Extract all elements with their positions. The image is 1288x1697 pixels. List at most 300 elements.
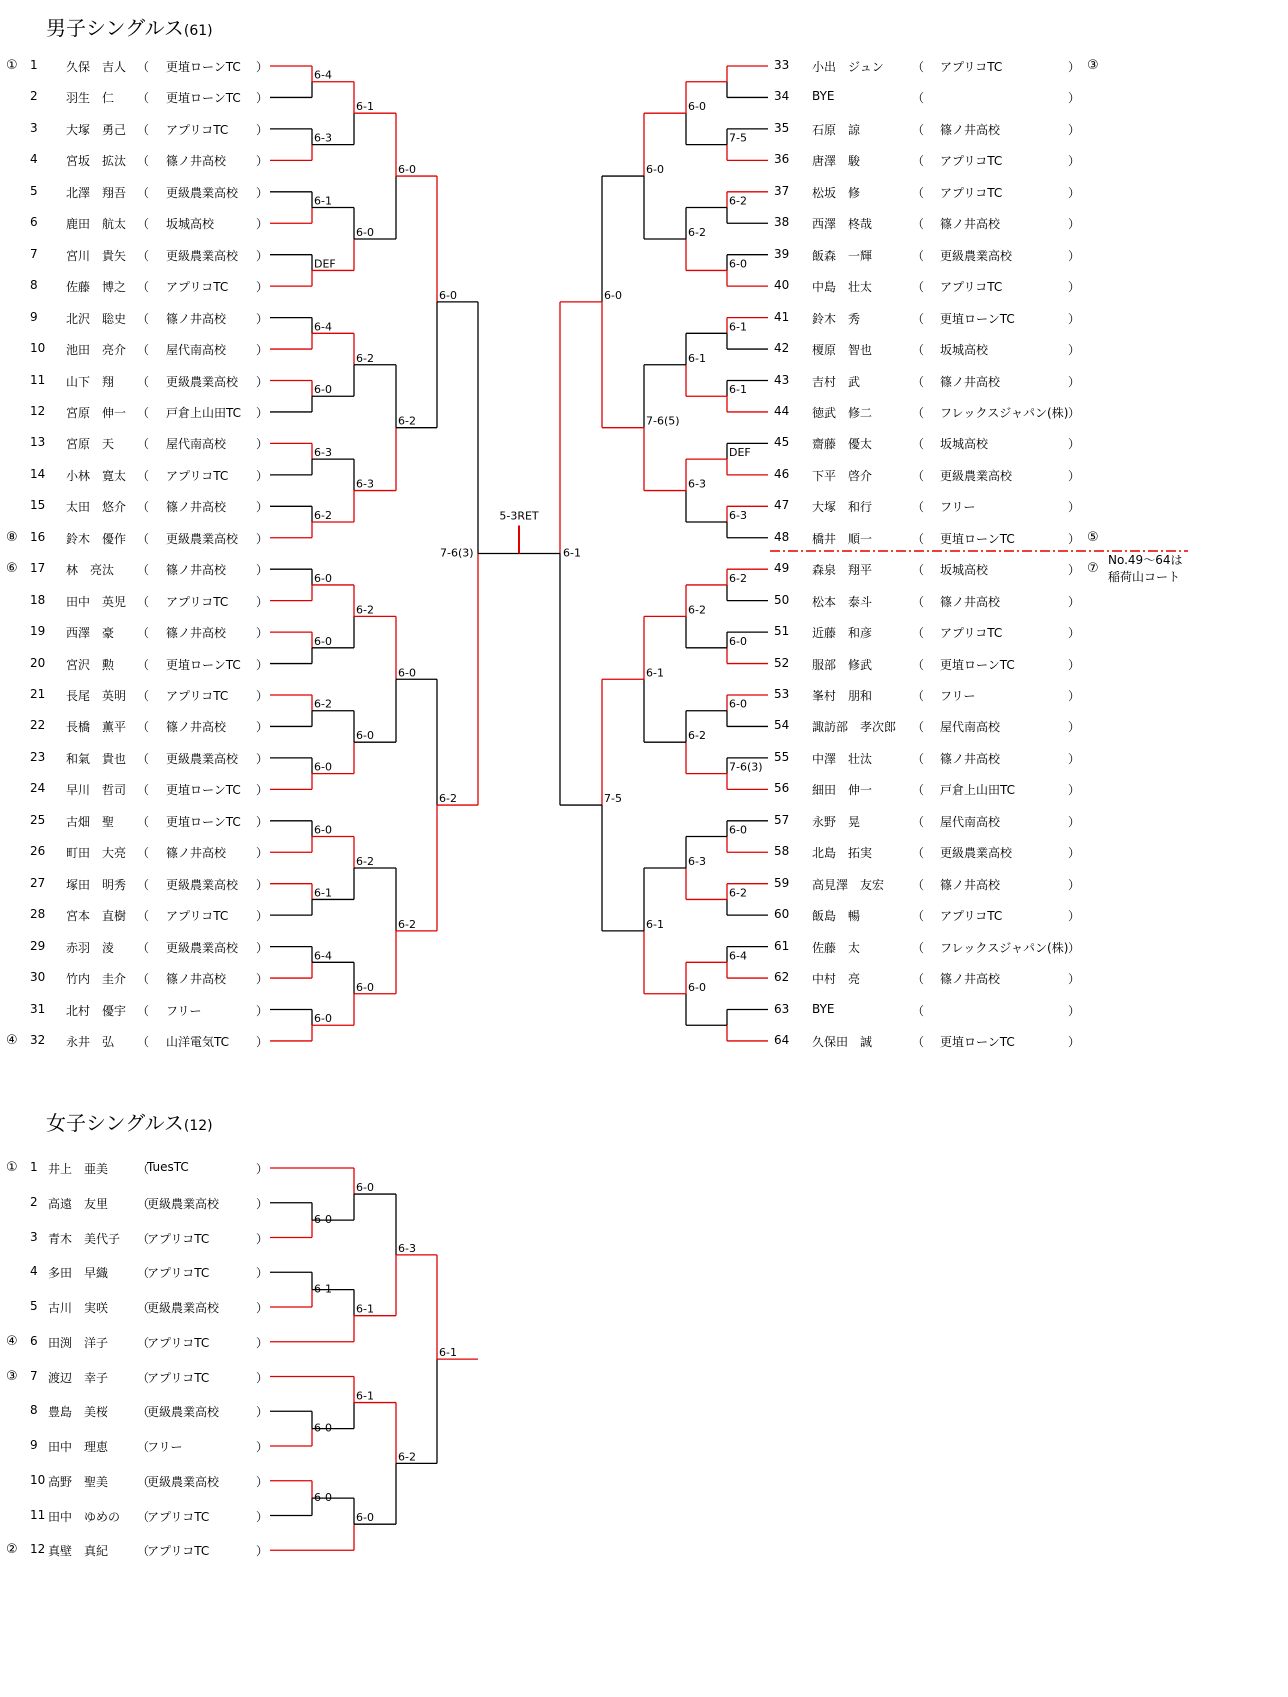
player-name: 宮原 天 — [66, 437, 115, 452]
entry-number: 7 — [30, 1368, 38, 1383]
paren-open: （ — [137, 1301, 150, 1315]
club-name: 篠ノ井高校 — [166, 720, 227, 735]
player-name: 峯村 朋和 — [812, 689, 873, 703]
paren-close: ） — [256, 626, 269, 641]
match-score: 7-5 — [729, 131, 747, 145]
player-name: 高野 聖美 — [48, 1474, 109, 1489]
paren-open: （ — [912, 374, 925, 389]
player-name: 飯島 暢 — [812, 909, 861, 924]
player-name: 林 亮汰 — [66, 563, 115, 578]
paren-close: ） — [256, 217, 269, 232]
paren-open: （ — [137, 1231, 150, 1246]
paren-close: ） — [256, 1440, 269, 1454]
entry-number: 2 — [30, 1194, 38, 1209]
entry-number: 40 — [774, 278, 790, 293]
entry-number: 18 — [30, 592, 46, 607]
match-score: 6-3 — [688, 854, 706, 868]
player-name: 赤羽 淩 — [66, 940, 115, 955]
entry-number: 3 — [30, 1229, 38, 1244]
club-name: アプリコTC — [147, 1509, 210, 1524]
paren-open: （ — [137, 60, 150, 74]
club-name: 更級農業高校 — [147, 1301, 220, 1315]
entry-number: 30 — [30, 970, 46, 985]
paren-open: （ — [137, 751, 150, 766]
player-name: 榎原 智也 — [812, 343, 873, 358]
player-name: 古畑 聖 — [66, 814, 115, 829]
seed-mark: ③ — [6, 1368, 18, 1384]
player-name: 鈴木 秀 — [812, 311, 861, 326]
entry-number: 15 — [30, 498, 46, 513]
player-name: 町田 大亮 — [66, 846, 127, 861]
club-name: アプリコTC — [166, 594, 229, 609]
match-score: 6-0 — [729, 823, 747, 837]
player-name: 大塚 勇己 — [66, 122, 127, 137]
club-name: TuesTC — [147, 1160, 189, 1174]
paren-close: ） — [256, 60, 269, 74]
entry-number: 1 — [30, 58, 38, 72]
entry-number: 32 — [30, 1032, 46, 1047]
match-score: 6-1 — [646, 917, 664, 931]
paren-open: （ — [912, 783, 925, 798]
entry-number: 38 — [774, 215, 790, 230]
match-score: 6-1 — [646, 666, 664, 680]
match-score: 7-5 — [604, 792, 622, 806]
club-name: フレックスジャパン(株) — [940, 940, 1069, 955]
club-name: 篠ノ井高校 — [940, 374, 1001, 389]
match-score: 6-2 — [439, 792, 457, 806]
club-name: 更埴ローンTC — [166, 814, 241, 829]
paren-close: ） — [1068, 217, 1081, 232]
paren-open: （ — [137, 500, 150, 515]
paren-open: （ — [137, 909, 150, 924]
entry-number: 12 — [30, 1542, 46, 1557]
player-name: 北澤 翔吾 — [66, 185, 127, 200]
paren-open: （ — [137, 940, 150, 955]
paren-open: （ — [912, 500, 925, 515]
paren-close: ） — [256, 1370, 269, 1385]
player-name: 北村 優宇 — [66, 1003, 127, 1018]
paren-close: ） — [1068, 280, 1081, 295]
match-score: 6-2 — [356, 854, 374, 868]
entry-number: 51 — [774, 624, 790, 639]
match-score: 6-2 — [398, 917, 416, 931]
match-score: 6-1 — [729, 320, 747, 334]
paren-close: ） — [256, 1474, 269, 1489]
club-name: 更級農業高校 — [147, 1196, 220, 1211]
paren-close: ） — [1068, 1034, 1081, 1049]
player-name: 諏訪部 孝次郎 — [812, 720, 897, 735]
paren-close: ） — [1068, 1003, 1081, 1018]
entry-number: 62 — [774, 970, 790, 985]
match-score: 6-1 — [314, 194, 332, 208]
seed-mark: ④ — [6, 1333, 18, 1349]
seed-mark: ② — [6, 1542, 18, 1558]
paren-close: ） — [256, 343, 269, 358]
club-name: 篠ノ井高校 — [166, 846, 227, 861]
paren-close: ） — [256, 972, 269, 987]
paren-open: （ — [137, 405, 150, 420]
club-name: 坂城高校 — [940, 437, 989, 452]
paren-close: ） — [256, 405, 269, 420]
club-name: 更級農業高校 — [166, 877, 239, 892]
entry-number: 16 — [30, 529, 46, 544]
paren-open: （ — [137, 783, 150, 798]
player-name: 宮沢 勲 — [66, 657, 115, 672]
entry-number: 53 — [774, 687, 790, 701]
paren-open: （ — [137, 594, 150, 609]
paren-open: （ — [137, 846, 150, 861]
paren-open: （ — [137, 343, 150, 358]
entry-number: 26 — [30, 844, 46, 859]
entry-number: 13 — [30, 435, 46, 450]
paren-open: （ — [912, 60, 925, 74]
match-score: DEF — [314, 257, 336, 271]
match-score: 6-1 — [563, 546, 581, 560]
paren-open: （ — [137, 280, 150, 295]
match-score: 6-0 — [729, 257, 747, 271]
entry-number: 46 — [774, 466, 790, 481]
match-score: 6-2 — [398, 414, 416, 428]
match-score: 6-2 — [729, 194, 747, 208]
player-name: 池田 亮介 — [66, 343, 127, 358]
club-name: アプリコTC — [166, 909, 229, 924]
club-name: アプリコTC — [147, 1370, 210, 1385]
paren-open: （ — [137, 1370, 150, 1385]
paren-open: （ — [137, 154, 150, 169]
entry-number: 17 — [30, 561, 46, 576]
club-name: 更埴ローンTC — [940, 657, 1015, 672]
match-score: 6-0 — [398, 163, 416, 177]
paren-open: （ — [912, 846, 925, 861]
player-name: 高遠 友里 — [48, 1196, 109, 1211]
entry-number: 49 — [774, 561, 790, 576]
match-score: 7-6(3) — [729, 760, 763, 774]
entry-number: 11 — [30, 1507, 46, 1522]
player-name: 飯森 一輝 — [812, 248, 873, 263]
entry-number: 6 — [30, 1333, 38, 1348]
paren-close: ） — [256, 877, 269, 892]
player-name: 塚田 明秀 — [66, 877, 127, 892]
player-name: 西澤 柊哉 — [812, 217, 873, 232]
match-score: 6-2 — [314, 509, 332, 523]
match-score: 6-2 — [314, 697, 332, 711]
club-name: 更埴ローンTC — [166, 91, 241, 106]
entry-number: 34 — [774, 89, 790, 104]
player-name: 中澤 壮汰 — [812, 751, 873, 766]
player-name: 松本 泰斗 — [812, 594, 873, 609]
player-name: 羽生 仁 — [66, 91, 115, 106]
seed-mark: ① — [6, 1160, 18, 1175]
paren-open: （ — [912, 311, 925, 326]
club-name: フレックスジャパン(株) — [940, 405, 1069, 420]
match-score: 6-0 — [729, 697, 747, 711]
paren-open: （ — [912, 280, 925, 295]
paren-open: （ — [912, 563, 925, 578]
paren-close: ） — [1068, 248, 1081, 263]
club-name: 篠ノ井高校 — [166, 500, 227, 515]
entry-number: 50 — [774, 592, 790, 607]
club-name: 屋代南高校 — [940, 814, 1001, 829]
club-name: アプリコTC — [940, 626, 1003, 641]
club-name: アプリコTC — [147, 1544, 210, 1559]
paren-open: （ — [137, 437, 150, 452]
player-name: 森泉 翔平 — [812, 563, 873, 578]
player-name: BYE — [812, 89, 835, 104]
entry-number: 19 — [30, 624, 46, 639]
club-name: 坂城高校 — [940, 343, 989, 358]
match-score: 6-1 — [356, 1389, 374, 1403]
match-score: 6-1 — [688, 351, 706, 365]
player-name: 近藤 和彦 — [812, 626, 873, 641]
match-score: 6-0 — [314, 760, 332, 774]
entry-number: 45 — [774, 435, 790, 450]
paren-open: （ — [137, 1335, 150, 1350]
paren-close: ） — [256, 531, 269, 546]
paren-close: ） — [1068, 154, 1081, 169]
entry-number: 21 — [30, 687, 46, 701]
paren-open: （ — [912, 468, 925, 483]
entry-number: 33 — [774, 58, 790, 72]
player-name: 宮坂 拡汰 — [66, 154, 127, 169]
paren-close: ） — [1068, 122, 1081, 137]
player-name: 宮川 貴矢 — [66, 248, 127, 263]
match-score: 6-3 — [688, 477, 706, 491]
match-score: 6-2 — [356, 351, 374, 365]
entry-number: 52 — [774, 655, 790, 670]
match-score: 6-1 — [314, 1282, 332, 1296]
paren-open: （ — [912, 91, 925, 106]
player-name: 小出 ジュン — [812, 60, 884, 74]
paren-open: （ — [912, 877, 925, 892]
entry-number: 43 — [774, 372, 790, 387]
club-name: 更埴ローンTC — [940, 531, 1015, 546]
paren-open: （ — [137, 531, 150, 546]
player-name: 鈴木 優作 — [66, 531, 127, 546]
paren-open: （ — [137, 374, 150, 389]
club-name: 篠ノ井高校 — [166, 154, 227, 169]
entry-number: 41 — [774, 309, 790, 324]
player-name: 北沢 聡史 — [66, 311, 127, 326]
match-score: 6-4 — [314, 320, 332, 334]
match-score: 6-0 — [314, 1421, 332, 1435]
paren-close: ） — [256, 1509, 269, 1524]
paren-open: （ — [137, 217, 150, 232]
paren-close: ） — [256, 657, 269, 672]
paren-close: ） — [1068, 343, 1081, 358]
club-name: アプリコTC — [940, 280, 1003, 295]
paren-close: ） — [256, 594, 269, 609]
player-name: 細田 伸一 — [812, 783, 873, 798]
entry-number: 44 — [774, 403, 790, 418]
club-name: 屋代南高校 — [166, 437, 227, 452]
paren-open: （ — [137, 1509, 150, 1524]
club-name: 戸倉上山田TC — [166, 405, 242, 420]
match-score: 6-0 — [314, 571, 332, 585]
entry-number: 10 — [30, 341, 46, 356]
player-name: 太田 悠介 — [66, 500, 127, 515]
entry-number: 56 — [774, 781, 790, 796]
entry-number: 14 — [30, 466, 46, 481]
match-score: 6-0 — [314, 1012, 332, 1026]
paren-close: ） — [256, 468, 269, 483]
paren-open: （ — [137, 814, 150, 829]
match-score: 6-0 — [356, 1181, 374, 1195]
entry-number: 20 — [30, 655, 46, 670]
player-name: 田中 ゆめの — [48, 1509, 121, 1524]
player-name: 竹内 圭介 — [66, 972, 127, 987]
match-score: 6-0 — [356, 225, 374, 239]
match-score: 6-1 — [356, 1302, 374, 1316]
match-score: 6-0 — [356, 980, 374, 994]
club-name: 更埴ローンTC — [166, 657, 241, 672]
paren-close: ） — [256, 91, 269, 106]
player-name: 大塚 和行 — [812, 500, 873, 515]
player-name: 山下 翔 — [66, 374, 115, 389]
entry-number: 10 — [30, 1472, 46, 1487]
entry-number: 2 — [30, 89, 38, 104]
paren-close: ） — [256, 751, 269, 766]
player-name: 唐澤 駿 — [812, 154, 861, 169]
entry-number: 8 — [30, 1403, 38, 1418]
club-name: 山洋電気TC — [166, 1034, 230, 1049]
match-score: 6-0 — [729, 634, 747, 648]
paren-open: （ — [137, 657, 150, 672]
club-name: アプリコTC — [147, 1231, 210, 1246]
final-score: 5-3RET — [499, 509, 539, 523]
club-name: 篠ノ井高校 — [940, 972, 1001, 987]
paren-close: ） — [256, 563, 269, 578]
paren-open: （ — [912, 185, 925, 200]
match-score: DEF — [729, 446, 751, 460]
match-score: 6-4 — [729, 949, 747, 963]
player-name: 中村 亮 — [812, 972, 861, 987]
paren-close: ） — [256, 1034, 269, 1049]
paren-open: （ — [137, 122, 150, 137]
paren-open: （ — [912, 122, 925, 137]
player-name: 渡辺 幸子 — [48, 1370, 109, 1385]
paren-open: （ — [137, 468, 150, 483]
paren-close: ） — [256, 1544, 269, 1559]
paren-open: （ — [912, 814, 925, 829]
entry-number: 37 — [774, 183, 790, 198]
paren-open: （ — [137, 1474, 150, 1489]
paren-open: （ — [912, 751, 925, 766]
club-name: 篠ノ井高校 — [940, 594, 1001, 609]
entry-number: 29 — [30, 938, 46, 953]
match-score: 6-4 — [314, 949, 332, 963]
paren-open: （ — [912, 531, 925, 546]
paren-open: （ — [137, 877, 150, 892]
player-name: 徳武 修二 — [812, 405, 873, 420]
player-name: 和氣 貴也 — [66, 751, 127, 766]
match-score: 6-0 — [356, 1511, 374, 1525]
match-score: 6-1 — [729, 383, 747, 397]
club-name: 更級農業高校 — [147, 1405, 220, 1420]
paren-close: ） — [256, 1231, 269, 1246]
entry-number: 22 — [30, 718, 46, 733]
player-name: 久保田 誠 — [812, 1034, 873, 1049]
player-name: 田中 英児 — [66, 594, 127, 609]
paren-open: （ — [137, 720, 150, 735]
match-score: 6-1 — [439, 1346, 457, 1360]
player-name: 佐藤 博之 — [66, 280, 127, 295]
entry-number: 39 — [774, 246, 790, 261]
match-score: 6-0 — [314, 634, 332, 648]
seed-mark: ⑥ — [6, 561, 18, 577]
paren-close: ） — [256, 185, 269, 200]
paren-close: ） — [256, 1162, 269, 1176]
entry-number: 47 — [774, 498, 790, 513]
paren-close: ） — [256, 437, 269, 452]
paren-open: （ — [912, 909, 925, 924]
club-name: フリー — [940, 500, 976, 515]
match-score: 6-0 — [688, 980, 706, 994]
player-name: 松坂 修 — [812, 185, 861, 200]
entry-number: 9 — [30, 309, 38, 324]
match-score: 6-1 — [314, 886, 332, 900]
paren-close: ） — [1068, 940, 1081, 955]
paren-open: （ — [137, 311, 150, 326]
match-score: 7-6(3) — [440, 546, 474, 560]
paren-close: ） — [1068, 909, 1081, 924]
player-name: 佐藤 太 — [812, 940, 861, 955]
paren-close: ） — [256, 909, 269, 924]
paren-open: （ — [912, 972, 925, 987]
club-name: 更級農業高校 — [940, 846, 1013, 861]
entry-number: 7 — [30, 246, 38, 261]
entry-number: 58 — [774, 844, 790, 859]
club-name: 更級農業高校 — [166, 531, 239, 546]
club-name: 更級農業高校 — [147, 1474, 220, 1489]
club-name: フリー — [940, 689, 976, 703]
club-name: 更級農業高校 — [940, 248, 1013, 263]
player-name: 下平 啓介 — [812, 468, 873, 483]
entry-number: 55 — [774, 749, 790, 764]
entry-number: 24 — [30, 781, 46, 796]
club-name: 更埴ローンTC — [166, 60, 241, 74]
paren-close: ） — [1068, 657, 1081, 672]
match-score: 6-0 — [314, 383, 332, 397]
paren-close: ） — [256, 500, 269, 515]
paren-open: （ — [137, 1405, 150, 1420]
paren-close: ） — [256, 122, 269, 137]
match-score: 6-2 — [688, 603, 706, 617]
paren-close: ） — [1068, 720, 1081, 735]
paren-close: ） — [256, 720, 269, 735]
club-name: アプリコTC — [166, 468, 229, 483]
paren-close: ） — [1068, 500, 1081, 515]
paren-close: ） — [1068, 60, 1081, 74]
paren-open: （ — [912, 626, 925, 641]
club-name: 更埴ローンTC — [940, 311, 1015, 326]
club-name: 坂城高校 — [940, 563, 989, 578]
paren-open: （ — [137, 1440, 150, 1454]
paren-open: （ — [137, 563, 150, 578]
entry-number: 57 — [774, 812, 790, 827]
paren-close: ） — [1068, 437, 1081, 452]
paren-open: （ — [137, 1196, 150, 1211]
player-name: 服部 修武 — [812, 657, 873, 672]
player-name: 齋藤 優太 — [812, 437, 873, 452]
paren-close: ） — [256, 248, 269, 263]
club-name: 更埴ローンTC — [166, 783, 241, 798]
club-name: アプリコTC — [940, 909, 1003, 924]
paren-open: （ — [137, 185, 150, 200]
entry-number: 6 — [30, 215, 38, 230]
match-score: 7-6(5) — [646, 414, 680, 428]
entry-number: 9 — [30, 1438, 38, 1452]
paren-close: ） — [256, 1266, 269, 1281]
